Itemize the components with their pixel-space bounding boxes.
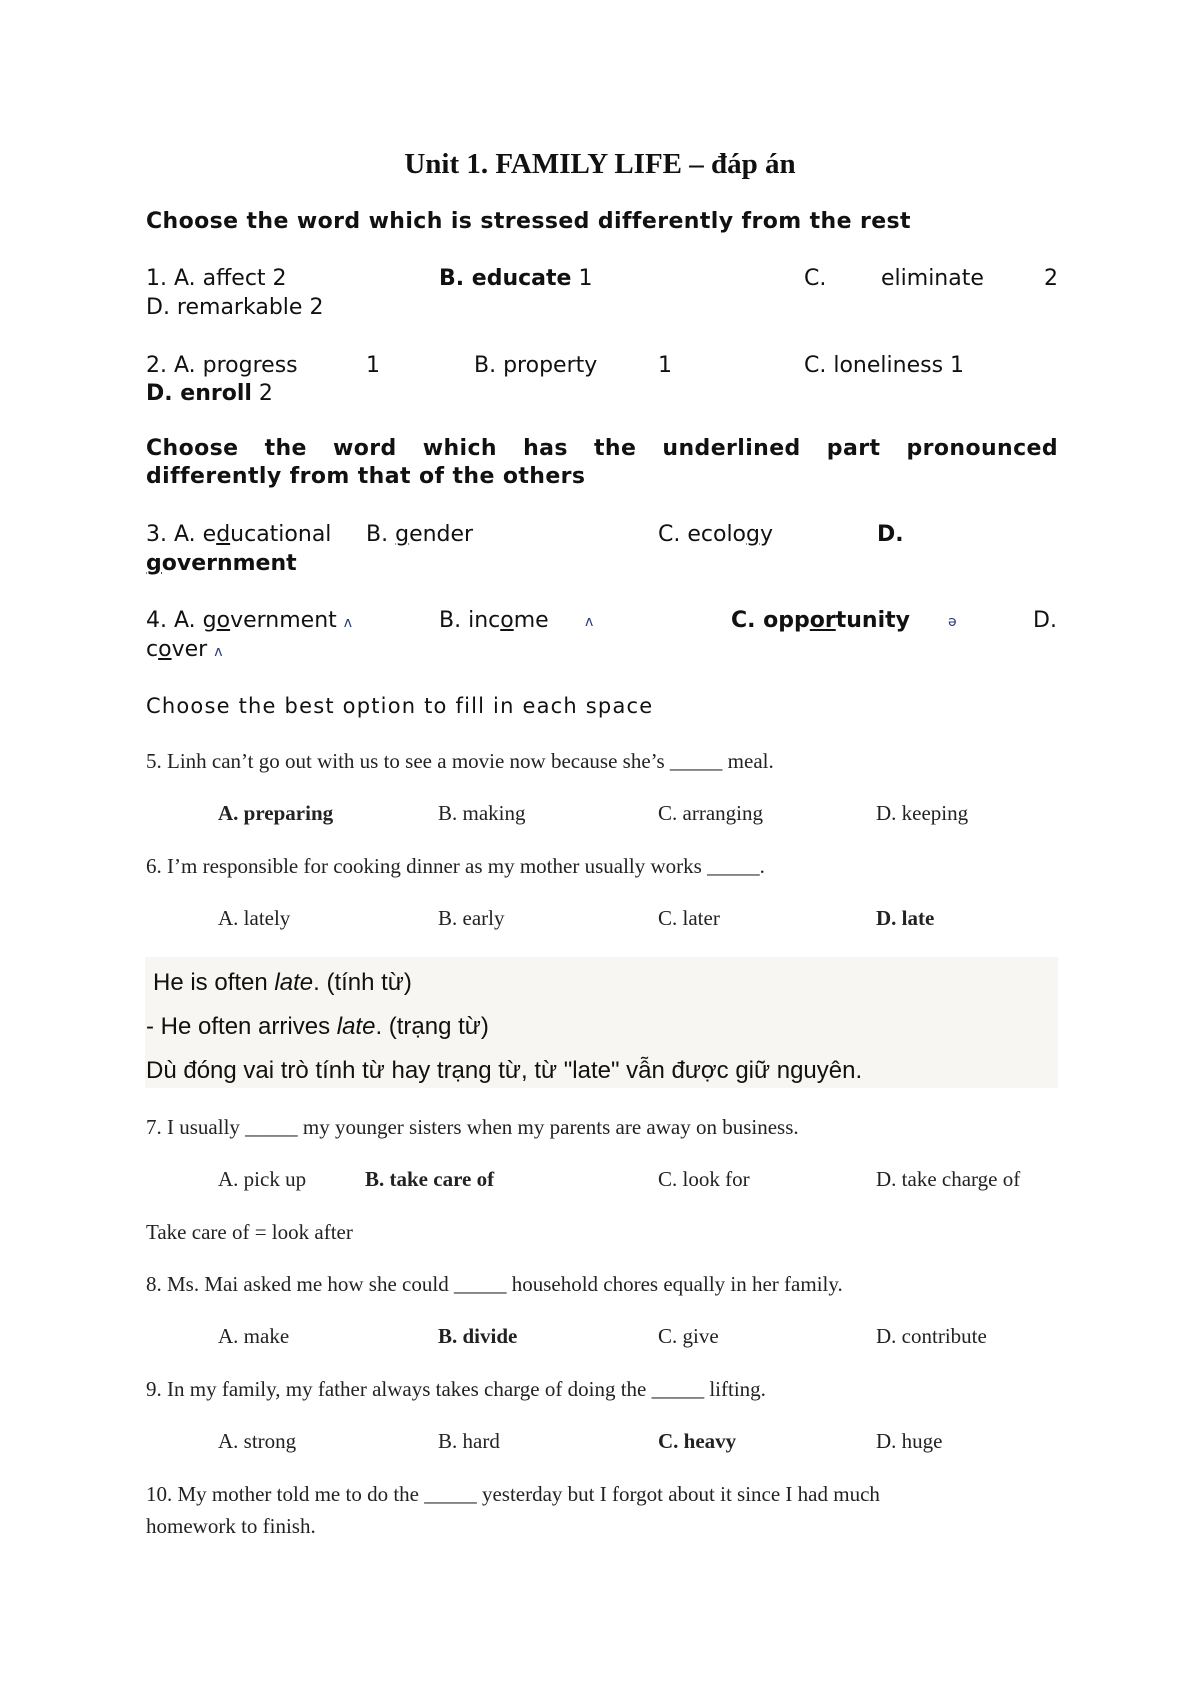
q6-text: 6. I’m responsible for cooking dinner as my mother usually works _____. (146, 854, 765, 878)
q8-option-c: C. give (658, 1324, 719, 1348)
q8-option-a: A. make (218, 1324, 290, 1348)
explanation-line-2: - He often arrives late. (trạng từ) (146, 1013, 489, 1040)
q7-option-b-answer: B. take care of (365, 1167, 495, 1191)
q1-option-d: D. remarkable (146, 295, 303, 320)
q7-note: Take care of = look after (146, 1220, 353, 1244)
q8-option-d: D. contribute (876, 1324, 987, 1348)
q4-phonetic-c: ə (948, 614, 957, 630)
page-title: Unit 1. FAMILY LIFE – đáp án (404, 148, 796, 180)
q2-stress-d: 2 (258, 381, 273, 406)
q2-stress-c: 1 (950, 353, 965, 378)
q6-option-b: B. early (438, 906, 505, 930)
q5-option-b: B. making (438, 801, 526, 825)
q6-option-c: C. later (658, 906, 720, 930)
q1-stress-d: 2 (309, 295, 324, 320)
q6-option-a: A. lately (218, 906, 291, 930)
q9-option-b: B. hard (438, 1429, 500, 1453)
q7-option-c: C. look for (658, 1167, 750, 1191)
q1-number: 1. (146, 266, 167, 291)
section-2-heading-line-1: Choose the word which has the underlined part pronounced (146, 436, 1058, 461)
q4-option-a: A. government (174, 608, 337, 633)
section-3-heading: Choose the best option to fill in each space (146, 694, 654, 718)
explanation-line-3: Dù đóng vai trò tính từ hay trạng từ, từ "late" vẫn được giữ nguyên. (146, 1057, 863, 1084)
q3-option-d-answer: government (146, 551, 297, 576)
explanation-line-1: He is often late. (tính từ) (153, 969, 412, 996)
q1-option-b-answer: B. educate (439, 266, 572, 291)
q8-text: 8. Ms. Mai asked me how she could _____ household chores equally in her family. (146, 1272, 843, 1296)
q10-text-line-1: 10. My mother told me to do the _____ yesterday but I forgot about it since I had much (146, 1482, 880, 1506)
q4-option-d: cover (146, 637, 208, 662)
q3-option-d-letter: D. (877, 522, 904, 547)
q2-stress-a: 1 (366, 353, 380, 378)
q9-option-a: A. strong (218, 1429, 297, 1453)
q4-option-b: B. income (439, 608, 549, 633)
section-2-heading-line-2: differently from that of the others (146, 464, 586, 489)
q3-option-a: A. educational (174, 522, 332, 547)
q5-text: 5. Linh can’t go out with us to see a movie now because she’s _____ meal. (146, 749, 774, 773)
q4-phonetic-a: ʌ (343, 615, 353, 631)
q2-option-c: C. loneliness (804, 353, 944, 378)
q2-option-a: A. progress (174, 353, 298, 378)
q1-option-c-letter: C. (804, 266, 827, 291)
q3-number: 3. (146, 522, 167, 547)
q9-option-c-answer: C. heavy (658, 1429, 737, 1453)
q4-option-d-letter: D. (1033, 608, 1057, 633)
q1-stress-a: 2 (272, 266, 287, 291)
q5-option-a-answer: A. preparing (218, 801, 334, 825)
q3-option-b: B. gender (366, 522, 474, 547)
q9-option-d: D. huge (876, 1429, 943, 1453)
q8-option-b-answer: B. divide (438, 1324, 518, 1348)
q3-option-c: C. ecology (658, 522, 774, 547)
q7-option-d: D. take charge of (876, 1167, 1021, 1191)
q1-stress-b: 1 (578, 266, 593, 291)
q2-option-b: B. property (474, 353, 598, 378)
q4-phonetic-b: ʌ (585, 614, 594, 630)
q2-stress-b: 1 (658, 353, 672, 378)
q1-option-a: A. affect (174, 266, 266, 291)
section-1-heading: Choose the word which is stressed differently from the rest (146, 209, 911, 234)
q2-option-d-answer: D. enroll (146, 381, 252, 406)
q5-option-d: D. keeping (876, 801, 969, 825)
q7-text: 7. I usually _____ my younger sisters when my parents are away on business. (146, 1115, 799, 1139)
q7-option-a: A. pick up (218, 1167, 307, 1191)
q9-text: 9. In my family, my father always takes charge of doing the _____ lifting. (146, 1377, 766, 1401)
q6-option-d-answer: D. late (876, 906, 935, 930)
q1-option-c-word: eliminate (881, 266, 984, 291)
q2-number: 2. (146, 353, 167, 378)
q4-number: 4. (146, 608, 167, 633)
q4-phonetic-d: ʌ (214, 644, 223, 660)
q1-stress-c: 2 (1044, 266, 1058, 291)
q10-text-line-2: homework to finish. (146, 1514, 316, 1538)
q5-option-c: C. arranging (658, 801, 763, 825)
q4-option-c-answer: C. opportunity (731, 608, 910, 633)
